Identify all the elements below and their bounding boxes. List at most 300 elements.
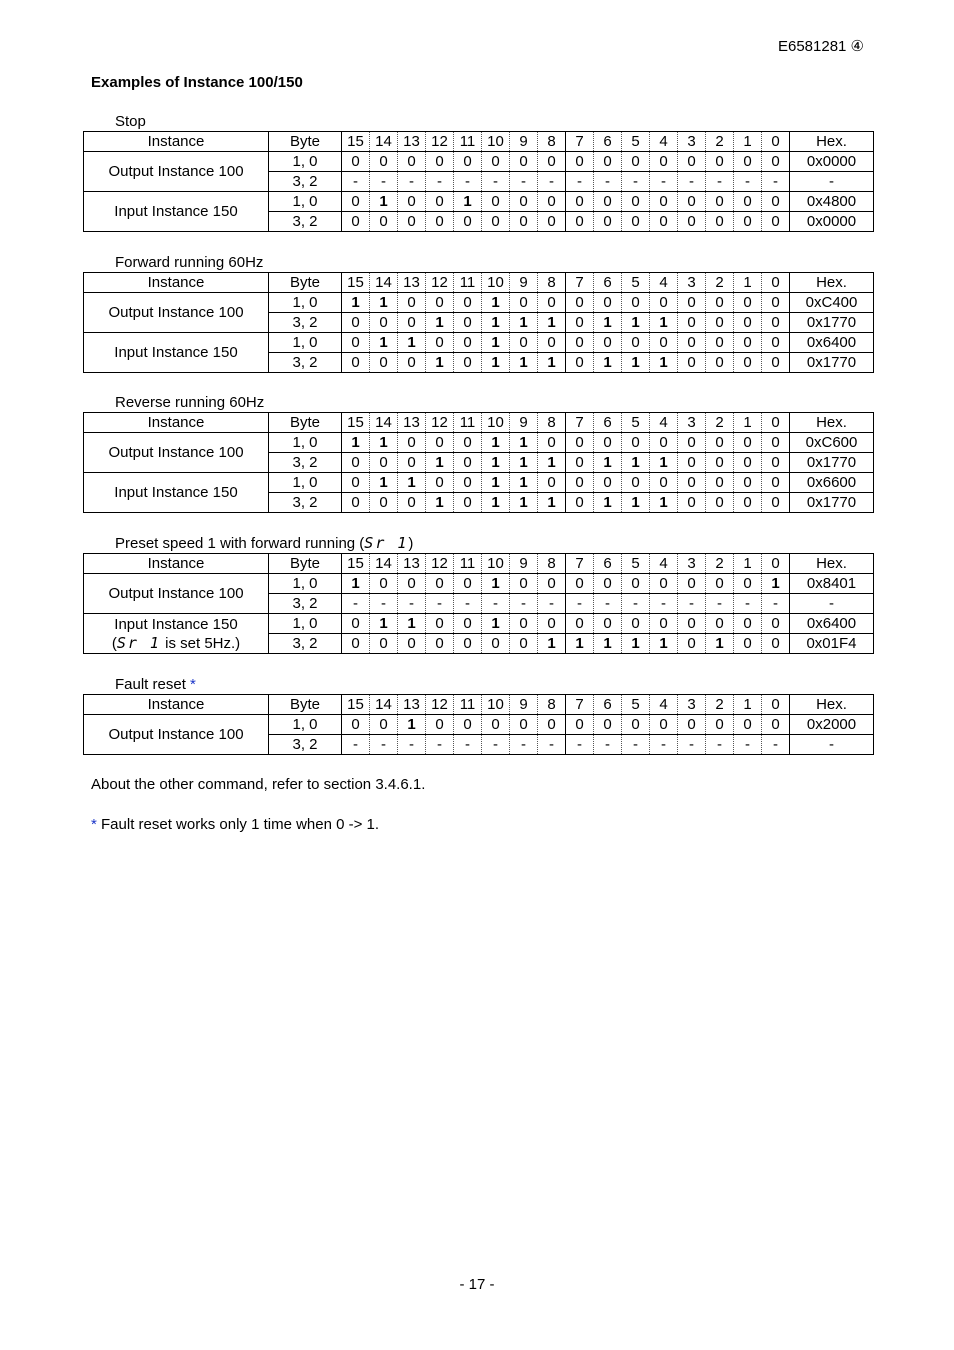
bit-cell: 0 xyxy=(706,574,734,594)
byte-cell: 3, 2 xyxy=(269,172,342,192)
bit-cell: - xyxy=(734,735,762,755)
header-bit: 6 xyxy=(594,695,622,715)
bit-cell: 0 xyxy=(398,634,426,654)
bit-cell: 0 xyxy=(706,493,734,513)
bit-cell: - xyxy=(734,172,762,192)
bit-cell: 1 xyxy=(650,453,678,473)
bit-cell: 1 xyxy=(370,614,398,634)
hex-cell: 0x2000 xyxy=(790,715,874,735)
bit-cell: 0 xyxy=(650,293,678,313)
bit-cell: 1 xyxy=(426,353,454,373)
bit-cell: 0 xyxy=(454,353,482,373)
header-bit: 6 xyxy=(594,413,622,433)
bit-cell: 0 xyxy=(762,453,790,473)
bit-cell: 1 xyxy=(482,353,510,373)
bit-cell: 0 xyxy=(454,313,482,333)
header-bit: 4 xyxy=(650,413,678,433)
header-bit: 14 xyxy=(370,695,398,715)
bit-cell: 0 xyxy=(426,192,454,212)
bit-cell: 0 xyxy=(566,333,594,353)
header-bit: 3 xyxy=(678,273,706,293)
example-section xyxy=(83,112,861,232)
bit-cell: 0 xyxy=(426,212,454,232)
instance-label: Input Instance 150 xyxy=(84,192,269,232)
bit-cell: - xyxy=(762,172,790,192)
bit-cell: 0 xyxy=(622,333,650,353)
bit-cell: 0 xyxy=(650,574,678,594)
table-row xyxy=(84,152,874,172)
header-byte: Byte xyxy=(269,132,342,152)
bit-cell: 0 xyxy=(650,152,678,172)
bit-cell: 0 xyxy=(538,614,566,634)
bit-cell: 0 xyxy=(734,212,762,232)
bit-cell: 0 xyxy=(622,152,650,172)
hex-cell: 0x0000 xyxy=(790,152,874,172)
bit-table xyxy=(83,694,874,755)
bit-cell: 0 xyxy=(538,473,566,493)
bit-cell: - xyxy=(566,594,594,614)
bit-cell: 0 xyxy=(734,152,762,172)
bit-cell: 0 xyxy=(706,212,734,232)
header-hex: Hex. xyxy=(790,554,874,574)
bit-cell: 0 xyxy=(538,433,566,453)
bit-cell: 0 xyxy=(650,433,678,453)
header-bit: 13 xyxy=(398,413,426,433)
bit-cell: 0 xyxy=(650,212,678,232)
byte-cell: 1, 0 xyxy=(269,333,342,353)
bit-cell: 0 xyxy=(762,313,790,333)
header-bit: 7 xyxy=(566,273,594,293)
bit-cell: 0 xyxy=(706,353,734,373)
header-bit: 15 xyxy=(342,273,370,293)
bit-cell: - xyxy=(454,735,482,755)
hex-cell: 0x1770 xyxy=(790,353,874,373)
bit-cell: 0 xyxy=(734,353,762,373)
table-header-row xyxy=(84,413,874,433)
header-bit: 3 xyxy=(678,132,706,152)
bit-cell: 0 xyxy=(706,715,734,735)
header-bit: 7 xyxy=(566,695,594,715)
header-bit: 10 xyxy=(482,413,510,433)
section-title-end: ) xyxy=(408,535,414,552)
header-bit: 14 xyxy=(370,132,398,152)
bit-cell: 0 xyxy=(566,433,594,453)
hex-cell: 0x01F4 xyxy=(790,634,874,654)
bit-cell: 1 xyxy=(370,333,398,353)
parameter-code: Sr 1 xyxy=(116,633,161,652)
bit-cell: 0 xyxy=(678,634,706,654)
bit-cell: - xyxy=(566,172,594,192)
bit-cell: 0 xyxy=(762,333,790,353)
bit-cell: 1 xyxy=(426,493,454,513)
table-row xyxy=(84,293,874,313)
bit-cell: 0 xyxy=(538,574,566,594)
table-row xyxy=(84,715,874,735)
header-bit: 6 xyxy=(594,132,622,152)
hex-cell: - xyxy=(790,594,874,614)
header-instance: Instance xyxy=(84,695,269,715)
bit-cell: 0 xyxy=(510,293,538,313)
bit-cell: 0 xyxy=(594,333,622,353)
header-bit: 1 xyxy=(734,413,762,433)
header-instance: Instance xyxy=(84,132,269,152)
header-bit: 11 xyxy=(454,554,482,574)
bit-cell: 0 xyxy=(678,313,706,333)
bit-cell: - xyxy=(342,735,370,755)
bit-cell: 0 xyxy=(622,614,650,634)
bit-cell: 0 xyxy=(426,574,454,594)
bit-cell: - xyxy=(650,172,678,192)
bit-cell: - xyxy=(482,735,510,755)
bit-cell: - xyxy=(370,735,398,755)
bit-cell: 1 xyxy=(538,634,566,654)
bit-cell: 1 xyxy=(398,715,426,735)
table-row xyxy=(84,473,874,493)
bit-cell: 0 xyxy=(342,212,370,232)
bit-cell: - xyxy=(510,172,538,192)
byte-cell: 3, 2 xyxy=(269,594,342,614)
byte-cell: 3, 2 xyxy=(269,735,342,755)
bit-cell: 0 xyxy=(398,152,426,172)
bit-cell: - xyxy=(622,594,650,614)
bit-cell: 0 xyxy=(678,433,706,453)
bit-cell: - xyxy=(426,735,454,755)
bit-cell: 0 xyxy=(678,152,706,172)
bit-cell: - xyxy=(510,594,538,614)
byte-cell: 1, 0 xyxy=(269,614,342,634)
page-number: - 17 - xyxy=(459,1276,495,1293)
hex-cell: 0x0000 xyxy=(790,212,874,232)
bit-cell: - xyxy=(734,594,762,614)
header-bit: 5 xyxy=(622,554,650,574)
bit-cell: 0 xyxy=(706,433,734,453)
bit-cell: 0 xyxy=(678,293,706,313)
bit-cell: - xyxy=(482,172,510,192)
bit-cell: 0 xyxy=(482,715,510,735)
byte-cell: 3, 2 xyxy=(269,212,342,232)
bit-cell: 0 xyxy=(762,493,790,513)
bit-cell: 1 xyxy=(650,634,678,654)
bit-cell: 0 xyxy=(538,293,566,313)
hex-cell: 0x1770 xyxy=(790,313,874,333)
bit-cell: 0 xyxy=(454,333,482,353)
bit-cell: 0 xyxy=(426,614,454,634)
bit-cell: 1 xyxy=(594,493,622,513)
bit-cell: - xyxy=(650,735,678,755)
bit-cell: 0 xyxy=(734,574,762,594)
bit-cell: 1 xyxy=(342,433,370,453)
bit-cell: 0 xyxy=(762,715,790,735)
bit-cell: 0 xyxy=(454,715,482,735)
bit-cell: 0 xyxy=(734,634,762,654)
bit-cell: 0 xyxy=(566,313,594,333)
bit-cell: 0 xyxy=(454,574,482,594)
byte-cell: 3, 2 xyxy=(269,493,342,513)
header-bit: 4 xyxy=(650,695,678,715)
note-asterisk: * xyxy=(91,816,97,833)
bit-cell: 0 xyxy=(678,453,706,473)
bit-cell: 0 xyxy=(678,473,706,493)
bit-cell: 1 xyxy=(762,574,790,594)
bit-cell: 0 xyxy=(370,313,398,333)
section-title xyxy=(115,675,861,694)
header-bit: 3 xyxy=(678,413,706,433)
header-bit: 11 xyxy=(454,273,482,293)
header-bit: 1 xyxy=(734,554,762,574)
byte-cell: 1, 0 xyxy=(269,574,342,594)
header-bit: 15 xyxy=(342,132,370,152)
bit-cell: 0 xyxy=(762,152,790,172)
section-title-text: Reverse running 60Hz xyxy=(115,394,265,411)
header-bit: 8 xyxy=(538,554,566,574)
bit-cell: 1 xyxy=(426,313,454,333)
header-bit: 14 xyxy=(370,413,398,433)
bit-cell: 0 xyxy=(650,192,678,212)
bit-cell: 0 xyxy=(706,313,734,333)
condition-text: ( xyxy=(111,634,117,652)
bit-cell: 0 xyxy=(510,634,538,654)
bit-cell: 0 xyxy=(622,192,650,212)
instance-name: Input Instance 150 xyxy=(114,615,238,633)
header-bit: 3 xyxy=(678,554,706,574)
bit-cell: - xyxy=(398,594,426,614)
bit-cell: 0 xyxy=(482,634,510,654)
hex-cell: 0x8401 xyxy=(790,574,874,594)
example-section xyxy=(83,534,861,654)
bit-cell: - xyxy=(538,735,566,755)
table-header-row xyxy=(84,132,874,152)
bit-cell: 0 xyxy=(398,192,426,212)
bit-cell: 1 xyxy=(510,473,538,493)
bit-cell: 0 xyxy=(566,293,594,313)
bit-cell: 0 xyxy=(342,453,370,473)
bit-cell: 1 xyxy=(482,333,510,353)
header-byte: Byte xyxy=(269,413,342,433)
header-instance: Instance xyxy=(84,554,269,574)
bit-cell: 0 xyxy=(622,212,650,232)
bit-cell: 0 xyxy=(734,453,762,473)
bit-cell: 0 xyxy=(454,433,482,453)
bit-cell: 0 xyxy=(594,152,622,172)
hex-cell: 0xC600 xyxy=(790,433,874,453)
instance-label xyxy=(84,614,269,654)
header-bit: 4 xyxy=(650,132,678,152)
header-bit: 4 xyxy=(650,273,678,293)
header-bit: 8 xyxy=(538,695,566,715)
bit-cell: 0 xyxy=(678,574,706,594)
bit-cell: 0 xyxy=(706,192,734,212)
bit-cell: 0 xyxy=(370,634,398,654)
hex-cell: 0xC400 xyxy=(790,293,874,313)
hex-cell: 0x1770 xyxy=(790,453,874,473)
bit-cell: - xyxy=(678,172,706,192)
bit-cell: 0 xyxy=(762,293,790,313)
header-instance: Instance xyxy=(84,273,269,293)
header-bit: 9 xyxy=(510,554,538,574)
bit-cell: 1 xyxy=(398,614,426,634)
bit-cell: - xyxy=(650,594,678,614)
bit-cell: 0 xyxy=(538,333,566,353)
byte-cell: 1, 0 xyxy=(269,192,342,212)
bit-cell: 0 xyxy=(650,614,678,634)
bit-cell: - xyxy=(594,735,622,755)
header-bit: 2 xyxy=(706,273,734,293)
bit-cell: 0 xyxy=(454,493,482,513)
bit-cell: 0 xyxy=(594,473,622,493)
bit-cell: 0 xyxy=(650,715,678,735)
byte-cell: 3, 2 xyxy=(269,353,342,373)
byte-cell: 3, 2 xyxy=(269,313,342,333)
header-bit: 7 xyxy=(566,132,594,152)
parameter-code: Sr 1 xyxy=(364,534,409,552)
bit-cell: 1 xyxy=(342,293,370,313)
header-bit: 12 xyxy=(426,554,454,574)
bit-cell: 1 xyxy=(622,453,650,473)
bit-cell: 1 xyxy=(370,293,398,313)
bit-cell: 0 xyxy=(762,192,790,212)
section-title xyxy=(115,393,861,412)
bit-cell: 0 xyxy=(426,293,454,313)
bit-cell: 1 xyxy=(370,473,398,493)
bit-cell: 0 xyxy=(426,634,454,654)
bit-cell: 0 xyxy=(762,433,790,453)
header-bit: 15 xyxy=(342,413,370,433)
byte-cell: 3, 2 xyxy=(269,634,342,654)
hex-cell: 0x6400 xyxy=(790,333,874,353)
reference-note: About the other command, refer to section 3.4.6.1. xyxy=(91,776,426,793)
header-bit: 13 xyxy=(398,695,426,715)
header-bit: 9 xyxy=(510,695,538,715)
bit-cell: 1 xyxy=(482,293,510,313)
bit-cell: 0 xyxy=(566,192,594,212)
header-bit: 15 xyxy=(342,695,370,715)
bit-cell: 0 xyxy=(342,313,370,333)
bit-cell: 0 xyxy=(342,333,370,353)
header-bit: 10 xyxy=(482,554,510,574)
header-bit: 6 xyxy=(594,273,622,293)
bit-cell: - xyxy=(510,735,538,755)
instance-label: Output Instance 100 xyxy=(84,715,269,755)
header-bit: 2 xyxy=(706,554,734,574)
header-hex: Hex. xyxy=(790,413,874,433)
table-row xyxy=(84,333,874,353)
header-bit: 9 xyxy=(510,273,538,293)
header-bit: 11 xyxy=(454,132,482,152)
bit-cell: 0 xyxy=(398,212,426,232)
bit-cell: 0 xyxy=(734,614,762,634)
bit-cell: - xyxy=(622,172,650,192)
bit-cell: 1 xyxy=(342,574,370,594)
bit-cell: 0 xyxy=(370,715,398,735)
fault-reset-note xyxy=(91,816,379,833)
table-row xyxy=(84,574,874,594)
bit-cell: 0 xyxy=(706,152,734,172)
bit-cell: 0 xyxy=(426,333,454,353)
bit-cell: - xyxy=(594,172,622,192)
header-bit: 12 xyxy=(426,273,454,293)
bit-cell: 0 xyxy=(398,313,426,333)
bit-cell: 1 xyxy=(454,192,482,212)
bit-cell: 1 xyxy=(482,574,510,594)
header-bit: 14 xyxy=(370,273,398,293)
hex-cell: 0x4800 xyxy=(790,192,874,212)
fault-reset-note-text: Fault reset works only 1 time when 0 -> 1. xyxy=(96,816,380,833)
byte-cell: 1, 0 xyxy=(269,293,342,313)
bit-cell: 0 xyxy=(566,493,594,513)
byte-cell: 1, 0 xyxy=(269,152,342,172)
header-bit: 5 xyxy=(622,132,650,152)
bit-cell: - xyxy=(678,735,706,755)
instance-label: Input Instance 150 xyxy=(84,333,269,373)
header-bit: 12 xyxy=(426,413,454,433)
bit-cell: - xyxy=(706,172,734,192)
bit-cell: - xyxy=(762,594,790,614)
section-title xyxy=(115,253,861,272)
bit-cell: 0 xyxy=(398,353,426,373)
bit-cell: - xyxy=(370,172,398,192)
bit-cell: 0 xyxy=(762,353,790,373)
bit-cell: 0 xyxy=(566,574,594,594)
header-bit: 5 xyxy=(622,695,650,715)
header-bit: 8 xyxy=(538,273,566,293)
hex-cell: 0x1770 xyxy=(790,493,874,513)
bit-cell: 0 xyxy=(370,353,398,373)
bit-cell: 0 xyxy=(594,574,622,594)
bit-cell: - xyxy=(482,594,510,614)
bit-cell: 0 xyxy=(342,715,370,735)
bit-cell: 0 xyxy=(650,473,678,493)
bit-cell: 0 xyxy=(454,473,482,493)
bit-cell: 1 xyxy=(538,353,566,373)
bit-cell: 0 xyxy=(678,333,706,353)
bit-cell: 0 xyxy=(342,152,370,172)
bit-cell: 1 xyxy=(426,453,454,473)
bit-cell: 0 xyxy=(678,614,706,634)
bit-cell: - xyxy=(370,594,398,614)
bit-cell: 0 xyxy=(482,192,510,212)
bit-cell: - xyxy=(454,594,482,614)
bit-cell: 0 xyxy=(398,493,426,513)
hex-cell: 0x6400 xyxy=(790,614,874,634)
header-bit: 6 xyxy=(594,554,622,574)
bit-cell: 0 xyxy=(370,574,398,594)
header-hex: Hex. xyxy=(790,695,874,715)
bit-cell: 1 xyxy=(510,433,538,453)
bit-cell: 0 xyxy=(594,433,622,453)
bit-cell: - xyxy=(762,735,790,755)
bit-cell: 0 xyxy=(510,574,538,594)
bit-cell: 0 xyxy=(706,473,734,493)
bit-cell: 1 xyxy=(622,313,650,333)
header-byte: Byte xyxy=(269,695,342,715)
bit-table xyxy=(83,553,874,654)
section-title-text: Stop xyxy=(115,113,146,130)
header-bit: 1 xyxy=(734,132,762,152)
bit-cell: 0 xyxy=(762,634,790,654)
bit-cell: - xyxy=(426,172,454,192)
bit-cell: 0 xyxy=(482,212,510,232)
bit-cell: 0 xyxy=(370,152,398,172)
bit-cell: 0 xyxy=(538,152,566,172)
header-bit: 9 xyxy=(510,413,538,433)
bit-cell: 1 xyxy=(594,353,622,373)
hex-cell: - xyxy=(790,172,874,192)
table-header-row xyxy=(84,695,874,715)
bit-cell: 0 xyxy=(566,353,594,373)
bit-cell: 0 xyxy=(342,614,370,634)
header-bit: 13 xyxy=(398,273,426,293)
header-bit: 3 xyxy=(678,695,706,715)
